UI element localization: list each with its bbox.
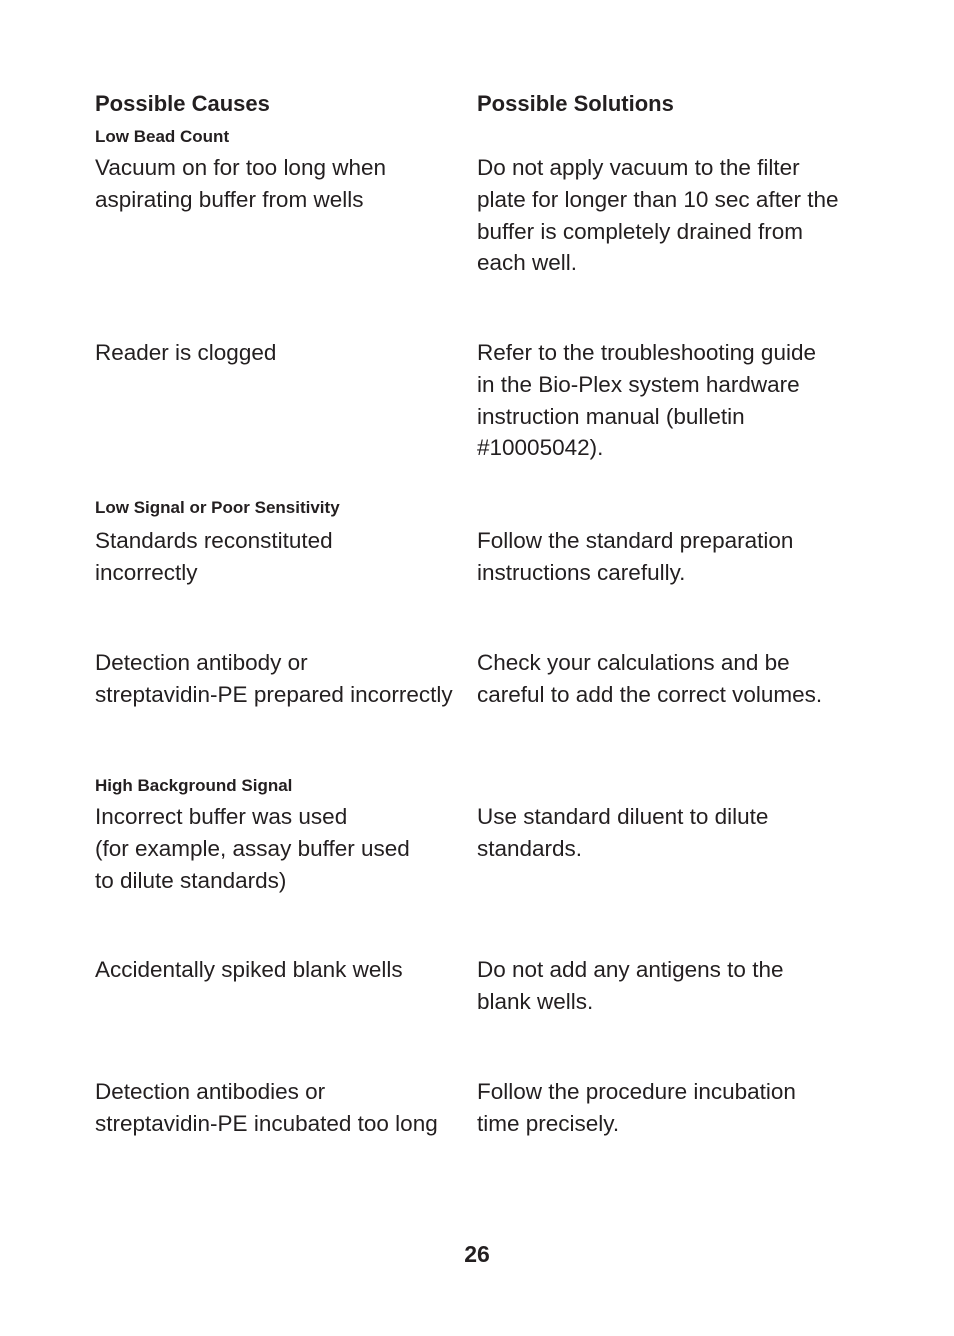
solution-line: Do not apply vacuum to the filter [477,155,800,180]
solution-line: instructions carefully. [477,559,686,585]
solution-line: plate for longer than 10 sec after the [477,186,839,212]
solution-incubated-too-long [477,1076,867,1140]
solution-line: time precisely. [477,1110,620,1136]
solution-line: Do not add any antigens to the [477,957,784,982]
cause-line: Reader is clogged [95,340,277,365]
solution-vacuum-too-long [477,152,867,279]
cause-incubated-too-long [95,1076,467,1140]
solution-line: Refer to the troubleshooting guide [477,340,816,365]
cause-line: Detection antibody or [95,650,308,675]
cause-line: Accidentally spiked blank wells [95,957,403,982]
solution-line: buffer is completely drained from [477,218,803,244]
solution-line: careful to add the correct volumes. [477,681,823,707]
cause-standards-reconstituted [95,525,467,589]
cause-vacuum-too-long [95,152,467,216]
cause-detection-antibody-prepared [95,647,467,711]
cause-line: streptavidin-PE prepared incorrectly [95,681,453,707]
solution-line: Follow the standard preparation [477,528,794,553]
solutions-column-header: Possible Solutions [477,91,674,116]
cause-line: (for example, assay buffer used [95,835,410,861]
solution-line: Use standard diluent to dilute [477,804,769,829]
cause-line: to dilute standards) [95,867,287,893]
cause-spiked-blank-wells [95,954,467,986]
solution-line: instruction manual (bulletin [477,403,745,429]
solution-line: standards. [477,835,583,861]
section-heading-low-signal: Low Signal or Poor Sensitivity [95,498,340,517]
solution-standards-reconstituted [477,525,867,589]
solution-line: in the Bio-Plex system hardware [477,371,800,397]
cause-line: aspirating buffer from wells [95,186,364,212]
solution-line: #10005042). [477,435,604,461]
solution-detection-antibody-prepared [477,647,867,711]
cause-line: Vacuum on for too long when [95,155,387,180]
solution-line: Check your calculations and be [477,650,790,675]
solution-line: blank wells. [477,988,594,1014]
cause-line: Standards reconstituted [95,528,333,553]
solution-line: Follow the procedure incubation [477,1079,796,1104]
solution-reader-clogged [477,337,867,464]
cause-line: Incorrect buffer was used [95,804,348,829]
cause-line: incorrectly [95,559,198,585]
page-number: 26 [464,1241,490,1267]
causes-column-header: Possible Causes [95,91,270,116]
section-heading-high-background: High Background Signal [95,776,293,795]
cause-incorrect-buffer [95,801,467,896]
solution-spiked-blank-wells [477,954,867,1018]
cause-line: streptavidin-PE incubated too long [95,1110,438,1136]
cause-line: Detection antibodies or [95,1079,326,1104]
solution-incorrect-buffer [477,801,867,865]
section-heading-low-bead-count: Low Bead Count [95,127,230,146]
solution-line: each well. [477,250,578,276]
cause-reader-clogged [95,337,467,369]
